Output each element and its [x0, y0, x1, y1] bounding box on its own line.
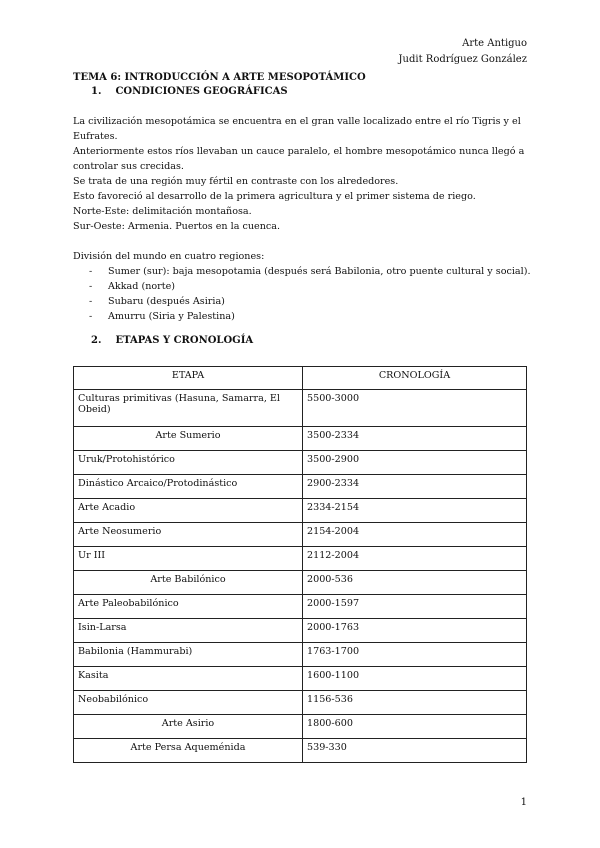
table-row: [74, 595, 527, 619]
list-item: - Subaru (después Asiria): [89, 296, 225, 307]
cronologia-cell: 5500-3000: [303, 390, 527, 427]
list-item: - Akkad (norte): [89, 281, 176, 292]
chronology-table: [73, 366, 527, 763]
cronologia-cell: 2000-1763: [303, 619, 527, 643]
cronologia-cell: 2000-536: [303, 571, 527, 595]
paragraph-geography: [73, 114, 531, 204]
header-course: Arte Antiguo: [462, 38, 527, 49]
etapa-cell: Isin-Larsa: [74, 619, 303, 643]
cronologia-cell: 1600-1100: [303, 667, 527, 691]
table-row: [74, 691, 527, 715]
table-row: [74, 715, 527, 739]
cronologia-cell: 2334-2154: [303, 499, 527, 523]
text-line: La civilización mesopotámica se encuentra en el gran valle localizado entre el río Tigris y el Eufrates.: [73, 116, 521, 142]
etapa-cell: Kasita: [74, 667, 303, 691]
table-row: [74, 523, 527, 547]
list-item: - Sumer (sur): baja mesopotamia (después será Babilonia, otro puente cultural y social).: [89, 266, 531, 277]
table-row: [74, 739, 527, 763]
list-item: - Amurru (Siria y Palestina): [89, 311, 235, 322]
table-row: [74, 427, 527, 451]
etapa-cell: Babilonia (Hammurabi): [74, 643, 303, 667]
table-row: [74, 571, 527, 595]
cronologia-cell: 2112-2004: [303, 547, 527, 571]
regions-list: [89, 264, 531, 324]
etapa-cell: Arte Sumerio: [74, 427, 303, 451]
cronologia-cell: 2154-2004: [303, 523, 527, 547]
table-row: [74, 547, 527, 571]
text-line: Norte-Este: delimitación montañosa.: [73, 206, 252, 217]
etapa-cell: Arte Neosumerio: [74, 523, 303, 547]
etapa-cell: Culturas primitivas (Hasuna, Samarra, El Obeid): [74, 390, 303, 427]
text-line: Sur-Oeste: Armenia. Puertos en la cuenca.: [73, 221, 281, 232]
page-header: [399, 36, 527, 68]
etapa-cell: Neobabilónico: [74, 691, 303, 715]
section-heading-2: [91, 335, 253, 346]
etapa-cell: Arte Babilónico: [74, 571, 303, 595]
section-number: 2.: [91, 335, 102, 346]
etapa-cell: Dinástico Arcaico/Protodinástico: [74, 475, 303, 499]
table-row: [74, 643, 527, 667]
section-heading-1: [91, 86, 288, 97]
header-author: Judit Rodríguez González: [398, 54, 527, 65]
text-line: Se trata de una región muy fértil en contraste con los alrededores.: [73, 176, 399, 187]
etapa-cell: Arte Asirio: [74, 715, 303, 739]
cronologia-cell: 1763-1700: [303, 643, 527, 667]
page-number: 1: [520, 797, 527, 808]
column-header-etapa: ETAPA: [74, 367, 303, 390]
division-intro: División del mundo en cuatro regiones:: [73, 251, 265, 262]
text-line: Esto favoreció al desarrollo de la primera agricultura y el primer sistema de riego.: [73, 191, 476, 202]
table-row: [74, 619, 527, 643]
section-title: ETAPAS Y CRONOLOGÍA: [115, 335, 254, 346]
text-line: Anteriormente estos ríos llevaban un cauce paralelo, el hombre mesopotámico nunca llegó a controlar sus crecidas.: [73, 146, 525, 172]
cronologia-cell: 539-330: [303, 739, 527, 763]
cronologia-cell: 3500-2900: [303, 451, 527, 475]
paragraph-borders: [73, 204, 531, 234]
cronologia-cell: 1800-600: [303, 715, 527, 739]
etapa-cell: Ur III: [74, 547, 303, 571]
table-row: [74, 451, 527, 475]
document-title: TEMA 6: INTRODUCCIÓN A ARTE MESOPOTÁMICO: [73, 72, 366, 83]
table-row: [74, 390, 527, 427]
cronologia-cell: 3500-2334: [303, 427, 527, 451]
etapa-cell: Uruk/Protohistórico: [74, 451, 303, 475]
table-row: [74, 499, 527, 523]
section-title: CONDICIONES GEOGRÁFICAS: [115, 86, 288, 97]
cronologia-cell: 2000-1597: [303, 595, 527, 619]
etapa-cell: Arte Persa Aqueménida: [74, 739, 303, 763]
etapa-cell: Arte Paleobabilónico: [74, 595, 303, 619]
table-row: [74, 667, 527, 691]
cronologia-cell: 2900-2334: [303, 475, 527, 499]
table-header-row: [74, 367, 527, 390]
column-header-cronologia: CRONOLOGÍA: [303, 367, 527, 390]
cronologia-cell: 1156-536: [303, 691, 527, 715]
table-row: [74, 475, 527, 499]
etapa-cell: Arte Acadio: [74, 499, 303, 523]
section-number: 1.: [91, 86, 102, 97]
